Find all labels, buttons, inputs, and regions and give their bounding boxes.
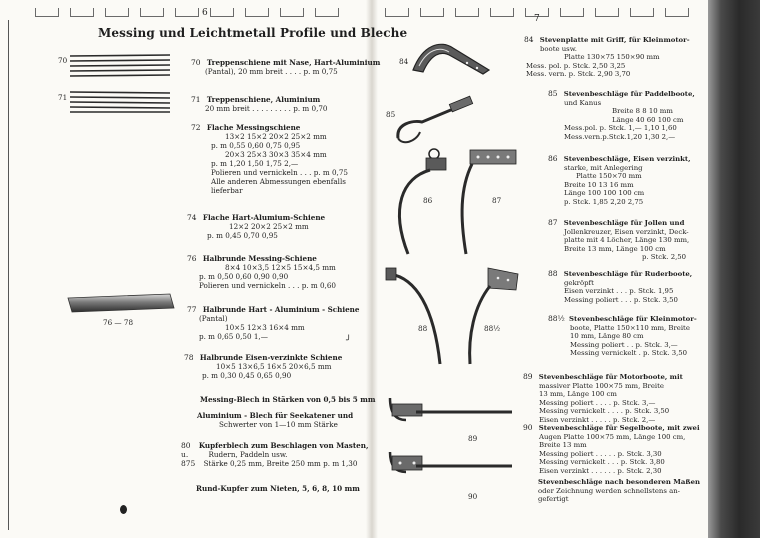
item-87	[548, 219, 689, 262]
page-number-right: 7	[534, 14, 540, 24]
fig-label-76-78: 76 — 78	[103, 318, 134, 327]
item-88-row1: gekröpft	[564, 278, 594, 287]
fig-label-89: 89	[468, 434, 478, 443]
alu-blech-line1: Aluminium - Blech für Seekatener und	[197, 411, 354, 420]
item-88-half	[548, 315, 697, 358]
item-85	[548, 90, 695, 142]
item-88	[548, 270, 692, 304]
item-74-title: Flache Hart-Alumium-Schiene	[202, 213, 326, 222]
fig-label-87: 87	[492, 196, 502, 205]
item-86-row2: Platte 150×70 mm	[576, 172, 642, 181]
fig-label-86: 86	[423, 196, 433, 205]
alu-blech-text	[197, 411, 353, 429]
item-88-half-number: 88½	[548, 314, 565, 323]
item-90-row4: Messing vernickelt . . . p. Stck. 3,80	[539, 458, 665, 467]
alu-blech-line2: Schwerter von 1—10 mm Stärke	[219, 420, 338, 429]
fig-label-70: 70	[58, 56, 68, 65]
item-88-half-row1: boote, Platte 150×110 mm, Breite	[570, 323, 690, 332]
item-84	[524, 36, 690, 79]
item-84-number: 84	[524, 35, 534, 44]
footer-line1: Stevenbeschläge nach besonderen Maßen	[538, 478, 701, 486]
item-90-number: 90	[523, 423, 533, 432]
item-72-row3: 20×3 25×3 30×3 35×4 mm	[225, 150, 327, 159]
item-84-row1: boote usw.	[540, 44, 577, 53]
item-74-number: 74	[187, 213, 197, 222]
item-90-row2: Breite 13 mm	[539, 441, 587, 450]
steven-90-illustration	[386, 448, 516, 484]
item-89	[523, 373, 683, 425]
item-72-row4: p. m 1,20 1,50 1,75 2,—	[211, 159, 299, 168]
ink-mark: ╯	[346, 336, 352, 346]
item-72-row2: p. m 0,55 0,60 0,75 0,95	[211, 141, 301, 150]
item-86-row5: p. Stck. 1,85 2,20 2,75	[564, 197, 644, 206]
ink-dot	[120, 505, 127, 514]
stevenplatte-84-illustration	[405, 36, 495, 78]
item-87-title: Stevenbeschläge für Jollen und	[563, 219, 685, 227]
item-76	[187, 254, 336, 290]
item-86-title: Stevenbeschläge, Eisen verzinkt,	[563, 155, 691, 163]
item-85-row3: Länge 40 60 100 cm	[612, 115, 684, 124]
margin-rule	[8, 20, 9, 530]
item-74	[187, 213, 325, 240]
item-89-row1: massiver Platte 100×75 mm, Breite	[539, 381, 664, 390]
item-88-half-title: Stevenbeschläge für Kleinmotor-	[569, 315, 697, 323]
steven-89-illustration	[386, 394, 516, 432]
item-74-row2: p. m 0,45 0,70 0,95	[207, 231, 278, 240]
item-90-row5: Eisen verzinkt . . . . . . p. Stck. 2,30	[539, 466, 662, 475]
footer-note	[538, 478, 700, 504]
item-70	[191, 58, 380, 76]
page-number-left: 6	[202, 8, 208, 18]
item-80-number: 80	[181, 441, 191, 450]
item-86-number: 86	[548, 154, 558, 163]
item-89-row4: Messing vernickelt . . . . p. Stck. 3,50	[539, 407, 670, 416]
item-88-half-row4: Messing vernickelt . p. Stck. 3,50	[570, 349, 688, 358]
item-89-number: 89	[523, 372, 533, 381]
item-88-half-row3: Messing poliert . . p. Stck. 3,—	[570, 340, 678, 349]
item-85-row4: Mess.pol. p. Stck. 1,— 1,10 1,60	[564, 124, 677, 133]
item-85-number: 85	[548, 89, 558, 98]
item-71-number: 71	[191, 95, 201, 104]
page-title: Messing und Leichtmetall Profile und Bleche	[98, 26, 408, 40]
fig-label-85: 85	[386, 110, 396, 119]
item-77	[187, 305, 359, 341]
item-72-row6: Alle anderen Abmessungen ebenfalls	[211, 177, 346, 186]
item-72-number: 72	[191, 123, 201, 132]
item-76-row3: Polieren und vernickeln . . . p. m 0,60	[199, 281, 336, 290]
item-80-row1: Rudern, Paddeln usw.	[208, 450, 288, 459]
steven-88-illustration	[386, 268, 446, 368]
rund-kupfer-text: Rund-Kupfer zum Nieten, 5, 6, 8, 10 mm	[196, 484, 360, 493]
item-72	[191, 123, 348, 195]
item-70-line2: (Pantal), 20 mm breit . . . . p. m 0,75	[205, 67, 338, 76]
item-87-row1: Jollenkreuzer, Eisen verzinkt, Deck-	[564, 227, 689, 236]
item-84-row3: Mess. pol. p. Stck. 2,50 3,25	[526, 61, 626, 70]
fig-label-88-half: 88½	[484, 324, 501, 333]
item-71-line1: Treppenschiene, Aluminium	[206, 95, 321, 104]
item-71-line2: 20 mm breit . . . . . . . . . p. m 0,70	[205, 104, 328, 113]
item-84-row2: Platte 130×75 150×90 mm	[564, 53, 660, 62]
half-round-rail-illustration	[66, 292, 176, 316]
item-86	[548, 155, 691, 207]
fig-label-88: 88	[418, 324, 428, 333]
item-70-line1: Treppenschiene mit Nase, Hart-Aluminium	[206, 58, 381, 67]
item-87-row4: p. Stck. 2,50	[642, 253, 687, 262]
item-88-title: Stevenbeschläge für Ruderboote,	[563, 270, 693, 278]
item-76-title: Halbrunde Messing-Schiene	[202, 254, 317, 263]
item-89-row3: Messing poliert . . . . p. Stck. 3,—	[539, 398, 656, 407]
item-89-row2: 13 mm, Länge 100 cm	[539, 390, 617, 399]
fig-label-90: 90	[468, 492, 478, 501]
fig-label-84: 84	[399, 57, 409, 66]
item-86-row1: starke, mit Anlegering	[564, 163, 643, 172]
item-76-row1: 8×4 10×3,5 12×5 15×4,5 mm	[225, 263, 336, 272]
item-77-row3: p. m 0,65 0,50 1,—	[199, 332, 268, 341]
item-71	[191, 95, 328, 113]
steven-86-illustration	[382, 148, 452, 258]
item-85-row5: Mess.vern.p.Stck.1,20 1,30 2,—	[564, 132, 676, 141]
steven-87-illustration	[450, 148, 525, 258]
item-70-number: 70	[191, 58, 201, 67]
item-89-row5: Eisen verzinkt . . . . . p. Stck. 2,—	[539, 415, 656, 424]
top-ruler-left	[15, 8, 360, 18]
item-88-row2: Eisen verzinkt . . . p. Stck. 1,95	[564, 287, 674, 296]
item-85-row1: und Kanus	[564, 98, 602, 107]
item-84-title: Stevenplatte mit Griff, für Kleinmotor-	[539, 36, 690, 44]
messing-blech-text: Messing-Blech in Stärken von 0,5 bis 5 mm	[200, 395, 376, 404]
item-90-title: Stevenbeschläge für Segelboote, mit zwei	[538, 424, 700, 432]
item-85-title: Stevenbeschläge für Paddelboote,	[563, 90, 695, 98]
item-87-row3: Breite 13 mm, Länge 100 cm	[564, 244, 666, 253]
item-85-row2: Breite 8 8 10 mm	[612, 107, 673, 116]
item-80-row2: Stärke 0,25 mm, Breite 250 mm p. m 1,30	[203, 459, 358, 468]
item-77-row1: (Pantal)	[199, 314, 228, 323]
steven-88half-illustration	[458, 266, 523, 366]
footer-line2: oder Zeichnung werden schnellstens an-	[538, 486, 680, 495]
item-875-number: 875	[181, 459, 196, 468]
item-76-row2: p. m 0,50 0,60 0,90 0,90	[199, 272, 289, 281]
item-78-title: Halbrunde Eisen-verzinkte Schiene	[199, 353, 343, 362]
item-78-row1: 10×5 13×6,5 16×5 20×6,5 mm	[216, 362, 332, 371]
footer-line3: gefertigt	[538, 495, 569, 504]
steven-85-illustration	[392, 98, 482, 148]
top-ruler-right	[385, 8, 705, 18]
item-87-row2: platte mit 4 Löcher, Länge 130 mm,	[564, 236, 690, 245]
item-80-u: u.	[181, 450, 189, 459]
item-86-row4: Länge 100 100 100 cm	[564, 189, 645, 198]
item-77-row2: 10×5 12×3 16×4 mm	[225, 323, 305, 332]
item-89-title: Stevenbeschläge für Motorboote, mit	[538, 373, 683, 381]
item-86-row3: Breite 10 13 16 mm	[564, 180, 634, 189]
item-77-number: 77	[187, 305, 197, 314]
scan-dark-edge	[708, 0, 760, 538]
item-78-row2: p. m 0,30 0,45 0,65 0,90	[202, 371, 292, 380]
item-88-half-row2: 10 mm, Länge 80 cm	[570, 332, 644, 341]
item-90-row1: Augen Platte 100×75 mm, Länge 100 cm,	[539, 432, 686, 441]
item-76-number: 76	[187, 254, 197, 263]
item-72-row5: Polieren und vernickeln . . . p. m 0,75	[211, 168, 348, 177]
fig-label-71: 71	[58, 93, 68, 102]
item-87-number: 87	[548, 218, 558, 227]
item-84-row4: Mess. vern. p. Stck. 2,90 3,70	[526, 70, 631, 79]
item-88-row3: Messing poliert . . . p. Stck. 3,50	[564, 295, 678, 304]
item-90	[523, 424, 700, 476]
item-78-number: 78	[184, 353, 194, 362]
item-72-row1: 13×2 15×2 20×2 25×2 mm	[225, 132, 327, 141]
rail-71-illustration	[66, 88, 176, 114]
item-80-title: Kupferblech zum Beschlagen von Masten,	[198, 441, 369, 450]
rail-70-illustration	[66, 52, 176, 78]
item-77-title: Halbrunde Hart - Aluminium - Schiene	[202, 305, 360, 314]
item-72-title: Flache Messingschiene	[206, 123, 301, 132]
item-74-row1: 12×2 20×2 25×2 mm	[229, 222, 309, 231]
item-78	[184, 353, 342, 380]
item-80	[181, 441, 368, 468]
item-72-row7: lieferbar	[211, 186, 243, 195]
item-88-number: 88	[548, 269, 558, 278]
item-90-row3: Messing poliert . . . . . p. Stck. 3,30	[539, 449, 662, 458]
